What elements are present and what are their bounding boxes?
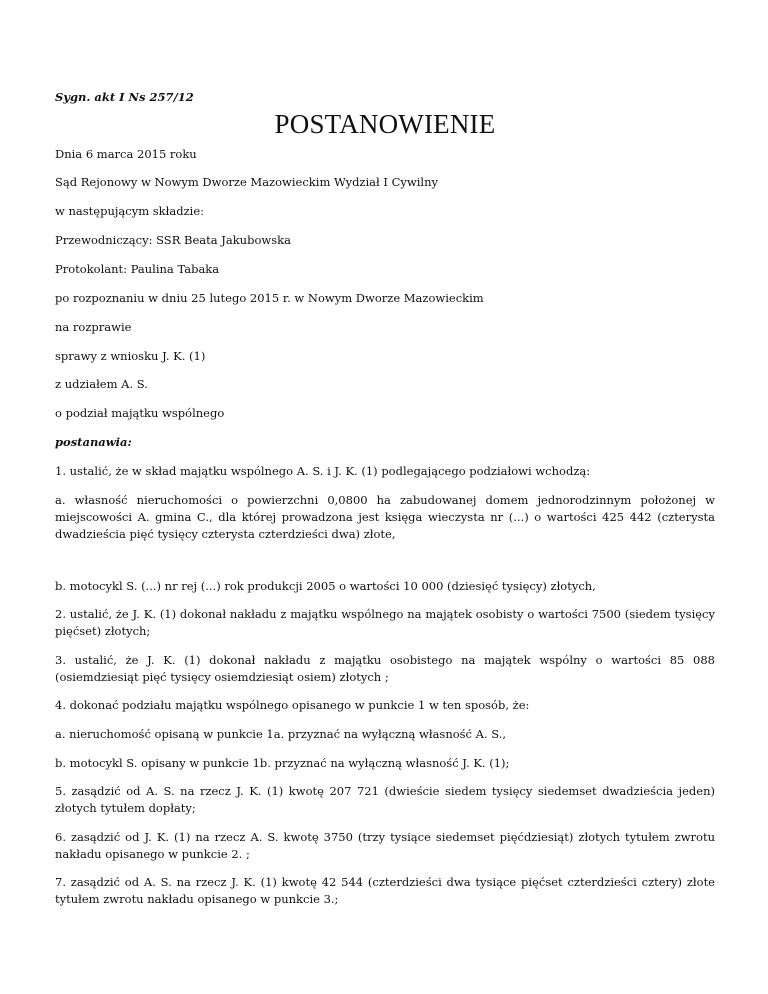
decision-heading: postanawia: bbox=[55, 435, 132, 449]
point-5: 5. zasądzić od A. S. na rzecz J. K. (1) kwotę 207 721 (dwieście siedem tysięcy siedemset dwadzieścia jeden) złotych tytułem dopłaty; bbox=[55, 784, 715, 815]
point-7: 7. zasądzić od A. S. na rzecz J. K. (1) kwotę 42 544 (czterdzieści dwa tysiące pięćset czterdzieści cztery) złote tytułem zwrotu nakładu opisanego w punkcie 3.; bbox=[55, 875, 715, 906]
point-1b: b. motocykl S. (...) nr rej (...) rok produkcji 2005 o wartości 10 000 (dziesięć tysięcy) złotych, bbox=[55, 579, 596, 593]
point-2: 2. ustalić, że J. K. (1) dokonał nakładu z majątku wspólnego na majątek osobisty o wartości 7500 (siedem tysięcy pięćset) złotych; bbox=[55, 607, 715, 638]
document-title: POSTANOWIENIE bbox=[274, 109, 496, 139]
date-line: Dnia 6 marca 2015 roku bbox=[55, 147, 197, 161]
chair-line: Przewodniczący: SSR Beata Jakubowska bbox=[55, 233, 291, 247]
clerk-line: Protokolant: Paulina Tabaka bbox=[55, 262, 220, 276]
session-line: na rozprawie bbox=[55, 320, 132, 334]
hearing-line: po rozpoznaniu w dniu 25 lutego 2015 r. w Nowym Dworze Mazowieckim bbox=[55, 291, 484, 305]
composition-line: w następującym składzie: bbox=[55, 204, 205, 218]
case-reference: Sygn. akt I Ns 257/12 bbox=[55, 90, 194, 104]
point-4: 4. dokonać podziału majątku wspólnego opisanego w punkcie 1 w ten sposób, że: bbox=[55, 698, 530, 712]
point-4b: b. motocykl S. opisany w punkcie 1b. przyznać na wyłączną własność J. K. (1); bbox=[55, 756, 510, 770]
point-4a: a. nieruchomość opisaną w punkcie 1a. przyznać na wyłączną własność A. S., bbox=[55, 727, 507, 741]
point-1a: a. własność nieruchomości o powierzchni 0,0800 ha zabudowanej domem jednorodzinnym położonej w miejscowości A. gmina C., dla której prowadzona jest księga wieczysta nr (...) o wartości 425 442 (czterysta dwadzieścia pięć tysięcy czterysta czterdzieści dwa) złote, bbox=[55, 493, 715, 541]
point-6: 6. zasądzić od J. K. (1) na rzecz A. S. kwotę 3750 (trzy tysiące siedemset pięćdziesiąt) złotych tytułem zwrotu nakładu opisanego w punkcie 2. ; bbox=[55, 830, 715, 861]
point-3: 3. ustalić, że J. K. (1) dokonał nakładu z majątku osobistego na majątek wspólny o wartości 85 088 (osiemdziesiąt pięć tysięcy osiemdziesiąt osiem) złotych ; bbox=[55, 653, 715, 684]
subject-line: o podział majątku wspólnego bbox=[55, 406, 225, 420]
application-line: sprawy z wniosku J. K. (1) bbox=[55, 349, 206, 363]
participant-line: z udziałem A. S. bbox=[55, 377, 148, 391]
court-line: Sąd Rejonowy w Nowym Dworze Mazowieckim Wydział I Cywilny bbox=[55, 175, 439, 189]
point-1: 1. ustalić, że w skład majątku wspólnego A. S. i J. K. (1) podlegającego podziałowi wchodzą: bbox=[55, 464, 591, 478]
